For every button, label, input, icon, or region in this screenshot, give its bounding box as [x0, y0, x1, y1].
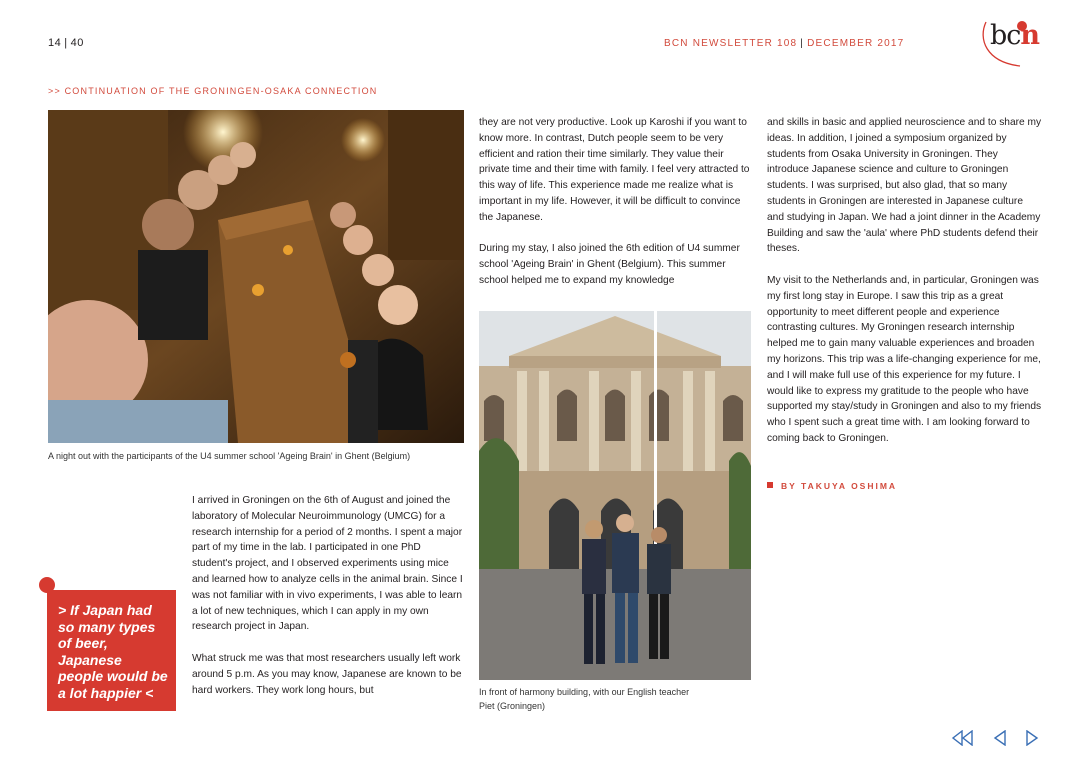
pub-photo-image [48, 110, 464, 443]
col3-paragraph-1: and skills in basic and applied neuroscience and to share my ideas. In addition, I joined a symposium organized by students from Osaka University in Groningen. They introduce Japanese science and culture to Groningen students. I was surprised, but also glad, that so many students in Groningen are interested in Japanese culture and studying in Japan. We had a joint dinner in the Academy Building and saw the 'aula' where PhD students defend their theses. [767, 117, 1042, 255]
newsletter-name: BCN NEWSLETTER 108 [664, 38, 798, 49]
building-photo-image [479, 311, 751, 680]
page-total: 40 [70, 37, 84, 49]
page-number [48, 37, 84, 49]
article-column-3 [767, 115, 1042, 463]
logo-letters-bc: bc [990, 20, 1021, 51]
article-column-1 [192, 493, 464, 714]
col1-paragraph-2: What struck me was that most researchers usually left work around 5 p.m. As you may know, Japanese are known to be hard workers. They work long hours, but [192, 652, 462, 696]
chevron-left-icon [993, 730, 1007, 746]
double-chevron-left-icon [951, 730, 975, 746]
issue-date: DECEMBER 2017 [807, 38, 905, 49]
pull-quote-text: > If Japan had so many types of beer, Japanese people would be a lot happier < [58, 602, 168, 701]
previous-page-button[interactable] [990, 729, 1010, 747]
first-page-button[interactable] [950, 729, 976, 747]
logo-letter-n: n [1020, 20, 1040, 51]
col2-paragraph-1: they are not very productive. Look up Karoshi if you want to know more. In contrast, Dutch people seem to be very efficient and ration their time similarly. They value their private time and their time with family. I feel very attracted to this way of life. This experience made me realize what is important in my life. However, it will be difficult to convince the Japanese. [479, 117, 750, 223]
article-column-2 [479, 115, 754, 305]
building-photo-caption [479, 685, 759, 713]
col2-paragraph-2: During my stay, I also joined the 6th edition of U4 summer school 'Ageing Brain' in Ghent (Belgium). This summer school helped me to expand my knowledge [479, 243, 740, 286]
pub-group-photo [48, 110, 464, 443]
newsletter-title [664, 38, 904, 49]
page-separator: | [64, 37, 68, 49]
byline-square-icon [767, 482, 773, 488]
col1-paragraph-1: I arrived in Groningen on the 6th of August and joined the laboratory of Molecular Neuroimmunology (UMCG) for a research internship for a period of 2 months. I spent a major part of my time in the lab. I participated in one PhD student's project, and I observed experiments using mice and learned how to analyze cells in the animal brain. Since I was not familiar with in vivo experiments, I was able to learn a lot of new techniques, which I can apply in my own research project in Japan. [192, 495, 463, 633]
building-caption-line-2: Piet (Groningen) [479, 701, 546, 711]
chevron-right-icon [1025, 730, 1039, 746]
author-byline [767, 481, 897, 491]
building-caption-line-1: In front of harmony building, with our English teacher [479, 687, 690, 697]
issue-separator: | [800, 38, 805, 49]
harmony-building-photo [479, 311, 751, 680]
col3-paragraph-2: My visit to the Netherlands and, in particular, Groningen was my first long stay in Europe. I saw this trip as a great opportunity to meet different people and experience contrasting cultures. My Groningen research internship helped me to gain many valuable experiences and broaden my horizons. This trip was a life-changing experience for me, and I will make full use of this experience for my future. I would like to express my gratitude to the people who have supported my stay/study in Groningen and also to my friends who I spent such a great time with. I am looking forward to coming back to Groningen. [767, 274, 1042, 444]
author-name: BY TAKUYA OSHIMA [781, 481, 898, 491]
bcn-logo [990, 20, 1039, 51]
next-page-button[interactable] [1022, 729, 1042, 747]
pub-photo-caption: A night out with the participants of the U4 summer school 'Ageing Brain' in Ghent (Belgium) [48, 451, 411, 461]
continuation-heading: >> CONTINUATION OF THE GRONINGEN-OSAKA CONNECTION [48, 86, 378, 96]
page-current: 14 [48, 37, 62, 49]
